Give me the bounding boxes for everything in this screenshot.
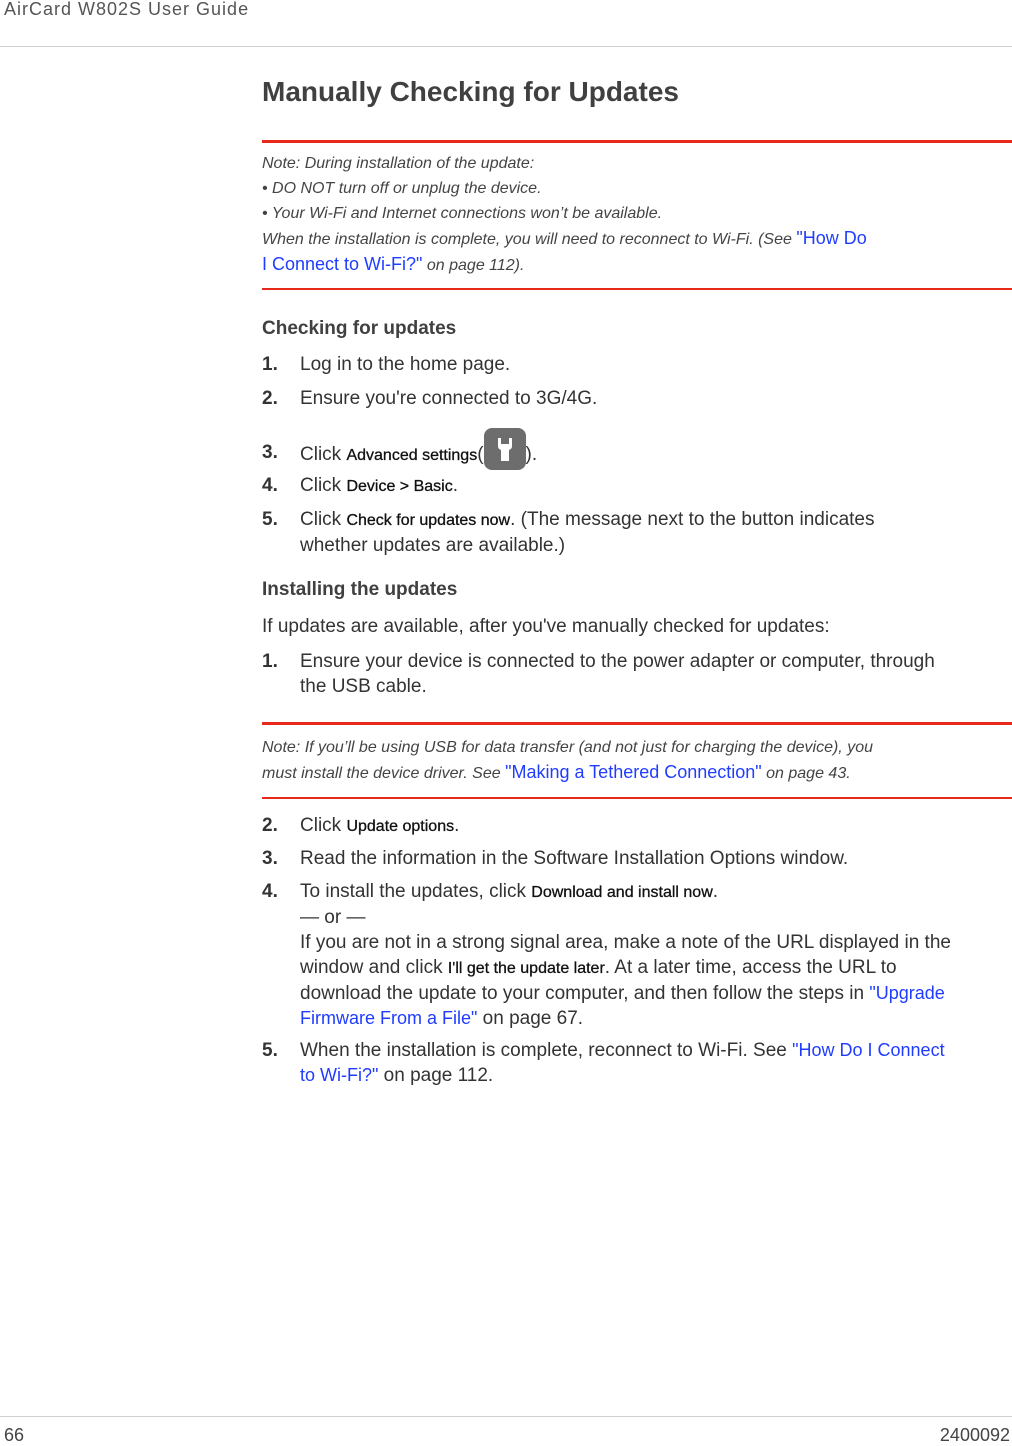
section-heading-checking: Checking for updates [262, 318, 457, 339]
link-upgrade-firmware-cont[interactable]: Firmware From a File" [300, 1008, 478, 1028]
download-install-now-label: Download and install now [531, 884, 713, 901]
note-line: must install the device driver. See "Making a Tethered Connection" on page 43. [262, 762, 851, 782]
note-tail: When the installation is complete, you will need to reconnect to Wi-Fi. (See "How Do [262, 228, 867, 248]
note-line: Note: If you’ll be using USB for data transfer (and not just for charging the device), you [262, 739, 873, 756]
link-how-do-i-connect-2[interactable]: "How Do I Connect [792, 1040, 945, 1060]
note-bullet: • DO NOT turn off or unplug the device. [262, 180, 542, 197]
wrench-icon[interactable] [484, 428, 526, 470]
note-bullet: • Your Wi-Fi and Internet connections won’t be available. [262, 205, 663, 222]
link-how-do-i-connect[interactable]: "How Do [796, 228, 867, 248]
link-how-do-i-connect-2-cont[interactable]: to Wi-Fi?" [300, 1065, 379, 1085]
page-footer [0, 1416, 1012, 1443]
link-making-tethered-connection[interactable]: "Making a Tethered Connection" [505, 762, 762, 782]
note-installation [262, 140, 1012, 290]
page-title: Manually Checking for Updates [262, 76, 679, 107]
note-tail-2: I Connect to Wi-Fi?" on page 112). [262, 254, 525, 274]
link-upgrade-firmware[interactable]: "Upgrade [869, 983, 945, 1003]
check-for-updates-label: Check for updates now [346, 512, 511, 529]
get-update-later-label: I'll get the update later [447, 960, 605, 977]
page-header [0, 0, 1012, 47]
header-title: AirCard W802S User Guide [4, 0, 250, 19]
advanced-settings-label: Advanced settings [346, 447, 478, 465]
update-options-label: Update options [346, 818, 455, 835]
device-basic-label: Device > Basic [346, 478, 453, 495]
document-number: 2400092 [939, 1425, 1010, 1445]
note-lead: Note: During installation of the update: [262, 155, 535, 172]
note-usb-driver [262, 722, 1012, 799]
page-number: 66 [4, 1425, 25, 1445]
section-heading-installing: Installing the updates [262, 579, 458, 600]
installing-intro: If updates are available, after you've manually checked for updates: [262, 616, 830, 637]
link-how-do-i-connect-cont[interactable]: I Connect to Wi-Fi?" [262, 254, 423, 274]
